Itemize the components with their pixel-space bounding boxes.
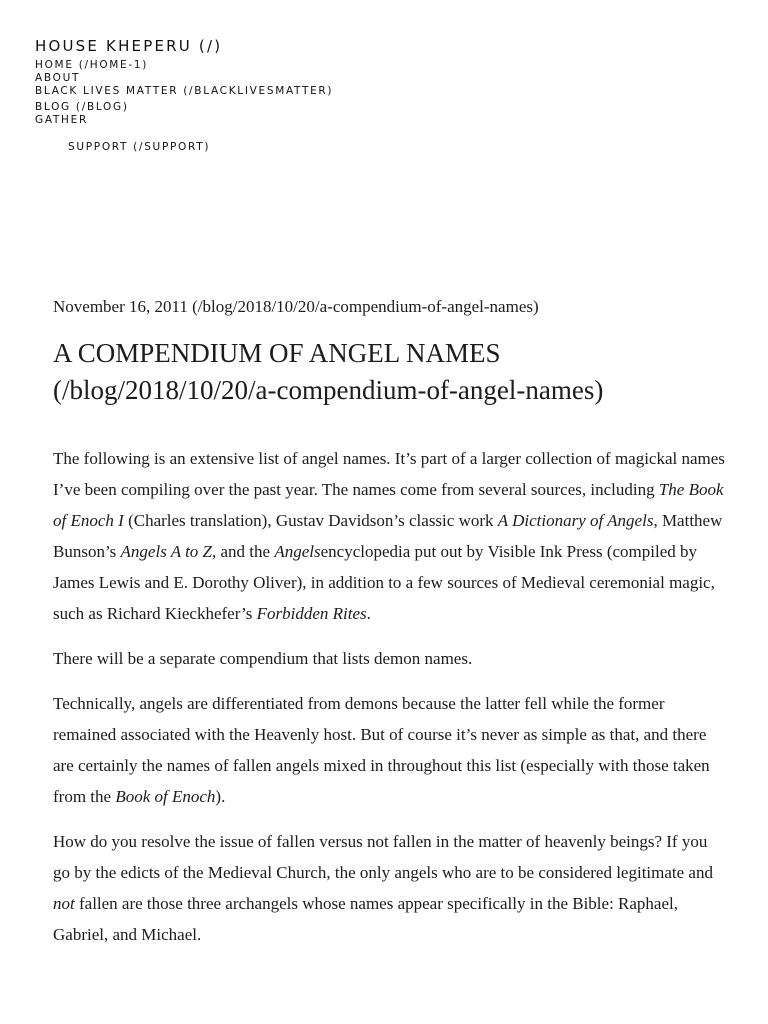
post-date-link[interactable]: November 16, 2011 (/blog/2018/10/20/a-compendium-of-angel-names) <box>53 297 539 316</box>
text-run: fallen are those three archangels whose names appear specifically in the Bible: Raphael, Gabriel, and Michael. <box>53 894 678 944</box>
nav-item-home[interactable]: HOME (/HOME-1) <box>35 59 149 71</box>
post-body <box>53 443 725 950</box>
nav-item-about[interactable]: ABOUT <box>35 72 81 84</box>
text-run: encyclopedia put out by Visible Ink Press (compiled by James Lewis and E. Dorothy Oliver), in addition to a few sources of Medieval ceremonial magic, such as Richard Kieckhefer’s <box>53 542 715 623</box>
post-title-link[interactable] <box>53 338 603 405</box>
text-run: , and the <box>212 542 275 561</box>
book-title: Book of Enoch <box>115 787 216 806</box>
book-title: Forbidden Rites <box>256 604 367 623</box>
text-run: Technically, angels are differentiated from demons because the latter fell while the former remained associated with the Heavenly host. But of course it’s never as simple as that, and there are certainly the names of fallen angels mixed in throughout this list (especially with those taken from the <box>53 694 710 806</box>
book-title: Angels <box>274 542 321 561</box>
paragraph-archangels <box>53 826 725 950</box>
book-title: The Book of Enoch I <box>53 480 724 530</box>
paragraph-demon-compendium: There will be a separate compendium that lists demon names. <box>53 649 473 668</box>
paragraph-fallen-angels <box>53 688 725 812</box>
book-title: A Dictionary of Angels <box>497 511 654 530</box>
text-run: How do you resolve the issue of fallen versus not fallen in the matter of heavenly beings? If you go by the edicts of the Medieval Church, the only angels who are to be considered legitimate and <box>53 832 713 882</box>
text-run: The following is an extensive list of angel names. It’s part of a larger collection of magickal names I’ve been compiling over the past year. The names come from several sources, including <box>53 449 725 499</box>
blog-post <box>53 292 725 964</box>
text-run: (Charles translation), Gustav Davidson’s classic work <box>123 511 498 530</box>
nav-item-blog[interactable]: BLOG (/BLOG) <box>35 101 129 113</box>
nav-item-support[interactable]: SUPPORT (/SUPPORT) <box>68 141 211 153</box>
text-run: . <box>366 604 371 623</box>
post-title-text: A COMPENDIUM OF ANGEL NAMES <box>53 338 501 368</box>
post-title-url: (/blog/2018/10/20/a-compendium-of-angel-names) <box>53 375 604 405</box>
site-title-link[interactable]: HOUSE KHEPERU (/) <box>35 37 223 55</box>
text-run: , Matthew Bunson’s <box>53 511 723 561</box>
paragraph-sources <box>53 443 725 629</box>
nav-item-gather[interactable]: GATHER <box>35 114 88 126</box>
book-title: Angels A to Z <box>120 542 213 561</box>
text-run: ). <box>215 787 226 806</box>
site-navigation <box>35 36 333 154</box>
post-title <box>53 335 725 409</box>
nav-item-black-lives-matter[interactable]: BLACK LIVES MATTER (/BLACKLIVESMATTER) <box>35 85 334 97</box>
emphasis: not <box>53 894 75 913</box>
